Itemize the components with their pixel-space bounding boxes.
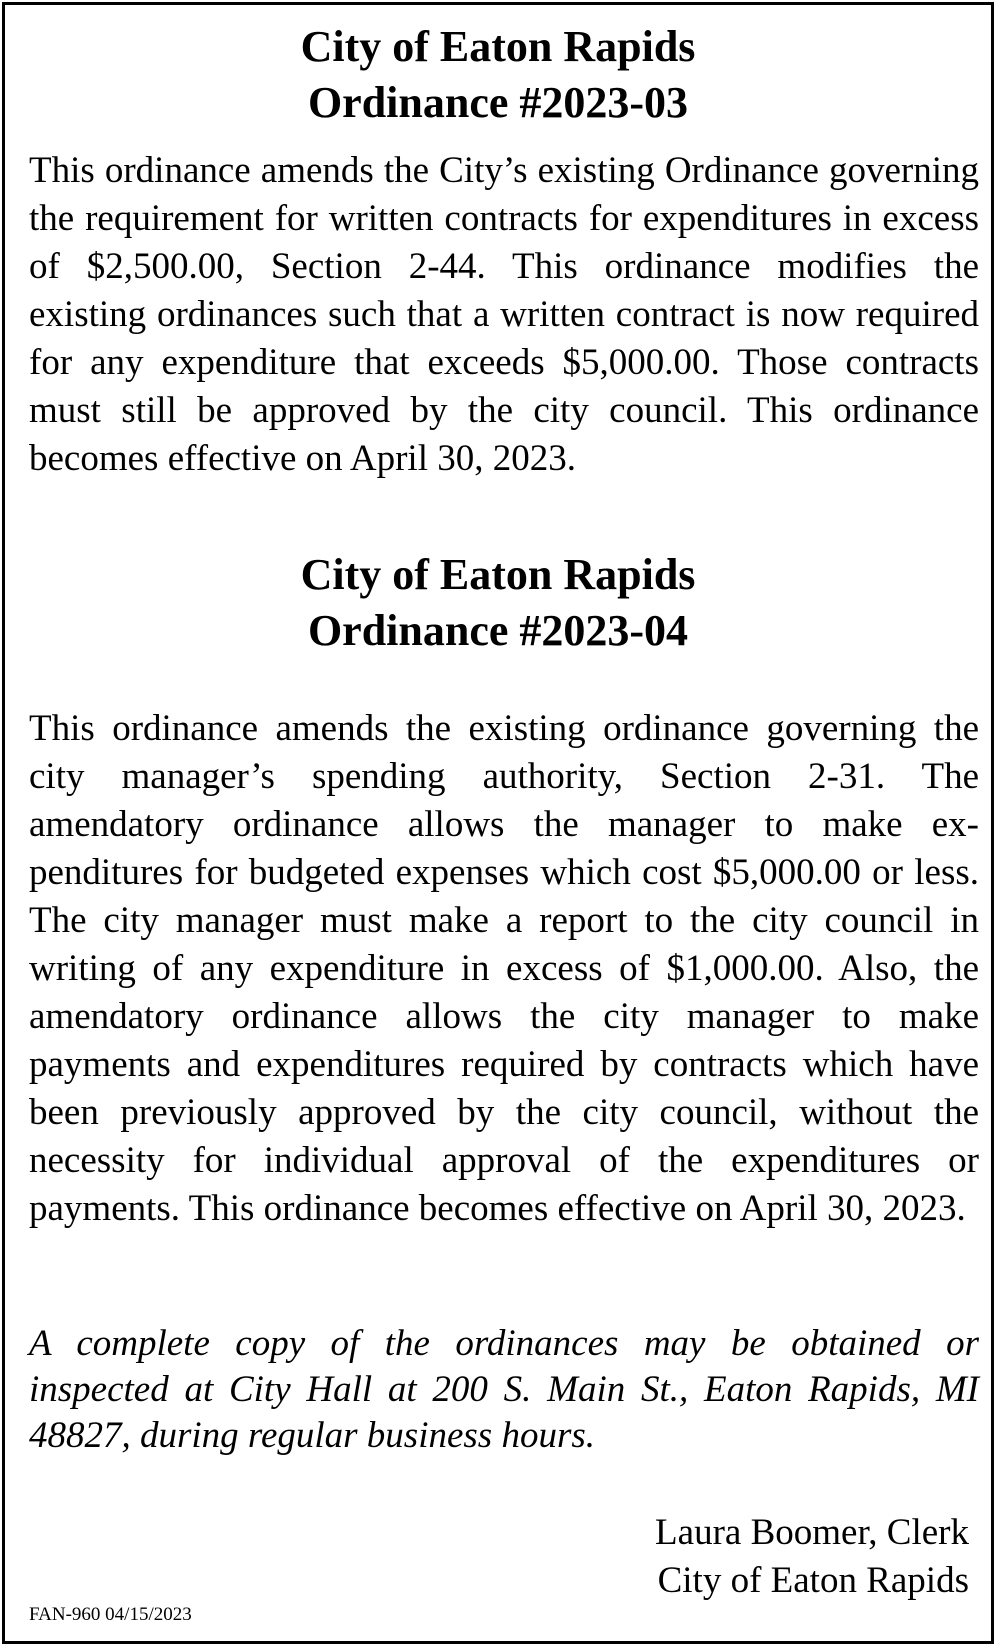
ordinance-2023-04-body: This ordinance amends the existing ordinance governing the city manager’s spending authority, Section 2-31. The amendatory ordinance allows the manager to make expenditures for budgeted expenses which cost $5,000.00 or less. The city manager must make a report to the city council in writing of any expenditure in excess of $1,000.00. Also, the amendatory ordinance allows the city manager to make payments and expenditures required by contracts which have been previously approved by the city council, without the necessity for individual approval of the expenditures or payments. This ordinance becomes effective on April 30, 2023. [29,708,979,1229]
clerk-name: Laura Boomer, Clerk [655,1512,969,1553]
ordinance-number: Ordinance #2023-04 [307,606,689,655]
city-title: City of Eaton Rapids [300,550,696,599]
publication-reference: FAN-960 04/15/2023 [29,1604,192,1625]
clerk-signature-block [655,1509,969,1605]
clerk-organization: City of Eaton Rapids [657,1560,969,1601]
ordinance-2023-03-heading [5,19,991,131]
ordinance-2023-03-body: This ordinance amends the City’s existing Ordinance governing the requirement for written contracts for expenditures in excess of $2,500.00, Section 2-44. This ordinance modifies the existing ordinances such that a written contract is now required for any expenditure that exceeds $5,000.00. Those contracts must still be approved by the city council. This ordinance becomes effective on April 30, 2023. [29,150,979,479]
city-title: City of Eaton Rapids [300,22,696,71]
ordinance-2023-04-heading [5,547,991,659]
copy-availability-notice: A complete copy of the ordinances may be obtained or inspected at City Hall at 200 S. Main St., Eaton Rapids, MI 48827, during regular business hours. [29,1323,979,1456]
ordinance-number: Ordinance #2023-03 [307,78,689,127]
legal-notice [2,2,994,1644]
